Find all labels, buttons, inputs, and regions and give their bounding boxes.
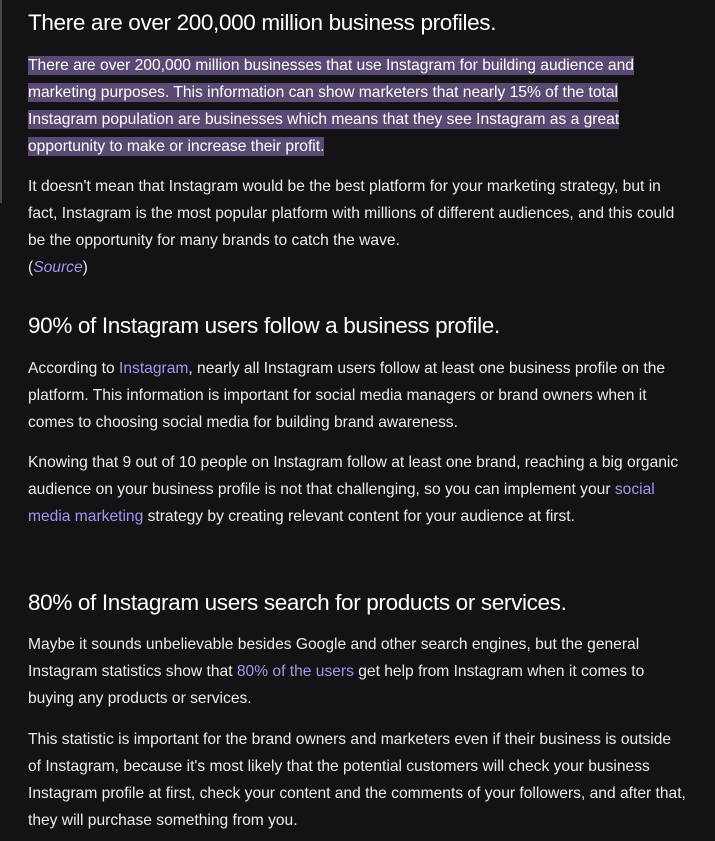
paragraph-according-to-instagram <box>28 355 688 436</box>
source-close-paren: ) <box>82 259 88 276</box>
section-heading-search-products: 80% of Instagram users search for products or services. <box>28 590 567 615</box>
paragraph-text: strategy by creating relevant content for your audience at first. <box>143 508 575 525</box>
paragraph-business-count[interactable] <box>28 52 688 160</box>
paragraph-nine-out-of-ten <box>28 449 688 530</box>
section-heading-business-profiles: There are over 200,000 million business profiles. <box>28 10 497 35</box>
instagram-link[interactable]: Instagram <box>119 360 189 377</box>
paragraph-search-engines <box>28 631 688 712</box>
paragraph-text: Maybe it sounds unbelievable besides Google and other search engines, but the general Instagram statistics show that <box>28 636 640 680</box>
source-open-paren: ( <box>28 259 34 276</box>
source-link[interactable]: Source <box>33 259 83 276</box>
paragraph-brand-owners: This statistic is important for the brand owners and marketers even if their business is outside of Instagram, because it's most likely that the potential customers will check your business Instagram profile at first, check your content and the comments of your followers, and after that, they will purchase something from you. <box>28 731 686 829</box>
paragraph-text: It doesn't mean that Instagram would be the best platform for your marketing strategy, but in fact, Instagram is the most popular platform with millions of different audiences, and this could be the opportunity for many brands to catch the wave. <box>28 178 675 249</box>
eighty-percent-users-link[interactable]: 80% of the users <box>236 663 354 680</box>
paragraph-text: , nearly all Instagram users follow at least one business profile on the platform. This information is important for social media managers or brand owners when it comes to choosing social media for building brand awareness. <box>28 360 666 431</box>
social-media-marketing-link[interactable]: social media marketing <box>28 481 655 525</box>
selection-edge-line <box>0 0 2 203</box>
paragraph-text: get help from Instagram when it comes to buying any products or services. <box>28 663 645 707</box>
paragraph-popular-platform <box>28 173 688 281</box>
selected-text-highlight[interactable]: There are over 200,000 million businesses that use Instagram for building audience and marketing purposes. This information can show marketers that nearly 15% of the total Instagram population are businesses which means that they see Instagram as a great opportunity to make or increase their profit. <box>28 57 634 155</box>
paragraph-text: Knowing that 9 out of 10 people on Instagram follow at least one brand, reaching a big organic audience on your business profile is not that challenging, so you can implement your <box>28 454 679 498</box>
paragraph-text: According to <box>28 360 120 377</box>
section-heading-follow-business: 90% of Instagram users follow a business profile. <box>28 313 500 338</box>
